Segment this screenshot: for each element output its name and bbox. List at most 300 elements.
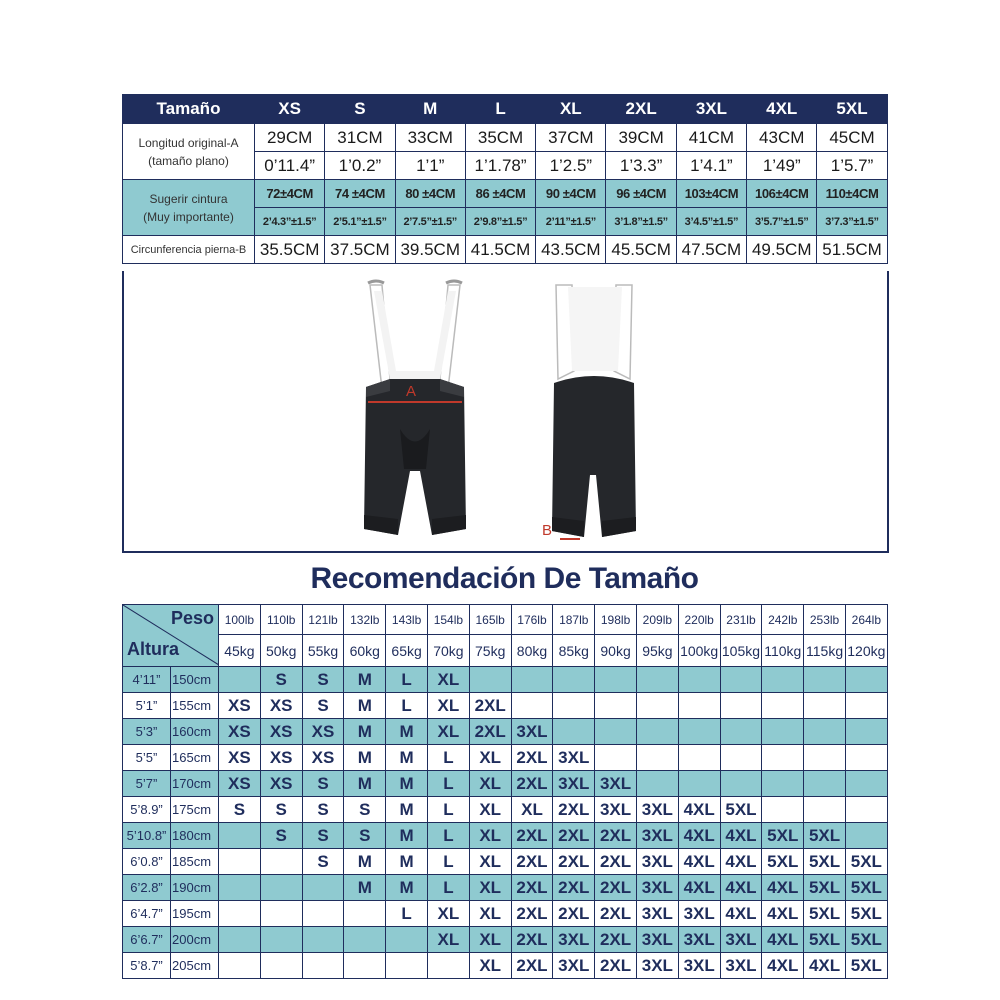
size-cell: 3XL xyxy=(553,927,595,953)
height-cm-cell: 195cm xyxy=(171,901,219,927)
size-cell xyxy=(804,771,846,797)
size-cell xyxy=(260,875,302,901)
weight-lb-cell: 176lb xyxy=(511,605,553,635)
size-cell: XS xyxy=(219,719,261,745)
size-cell: M xyxy=(386,745,428,771)
size-cell: 5XL xyxy=(845,953,887,979)
weight-lb-cell: 121lb xyxy=(302,605,344,635)
leg-cm-cell: 51.5CM xyxy=(817,236,887,264)
leg-cm-cell: 39.5CM xyxy=(395,236,465,264)
size-cell: L xyxy=(386,693,428,719)
size-cell: 3XL xyxy=(595,797,637,823)
height-ft-cell: 6’2.8” xyxy=(123,875,171,901)
height-row xyxy=(123,693,888,719)
weight-lb-cell: 110lb xyxy=(260,605,302,635)
size-cell xyxy=(344,927,386,953)
size-cell: 2XL xyxy=(595,901,637,927)
length-cm-cell: 37CM xyxy=(536,124,606,152)
size-cell: 4XL xyxy=(678,875,720,901)
size-header-xl: XL xyxy=(536,95,606,124)
size-cell xyxy=(595,693,637,719)
height-row xyxy=(123,953,888,979)
size-cell: S xyxy=(302,823,344,849)
bib-shorts-front-image xyxy=(360,279,470,547)
size-cell: 5XL xyxy=(845,875,887,901)
waist-ft-cell: 3’4.5”±1.5” xyxy=(676,208,746,236)
waist-cm-cell: 80 ±4CM xyxy=(395,180,465,208)
length-cm-cell: 41CM xyxy=(676,124,746,152)
size-cell: 5XL xyxy=(804,823,846,849)
weight-kg-cell: 65kg xyxy=(386,635,428,667)
weight-lb-cell: 220lb xyxy=(678,605,720,635)
garment-diagram xyxy=(122,271,889,553)
size-cell xyxy=(302,875,344,901)
size-cell: 2XL xyxy=(595,927,637,953)
size-cell: 2XL xyxy=(469,719,511,745)
peso-altura-corner xyxy=(123,605,219,667)
altura-label: Altura xyxy=(127,639,180,659)
size-cell: XS xyxy=(260,693,302,719)
waist-cm-cell: 96 ±4CM xyxy=(606,180,676,208)
size-cell: L xyxy=(427,745,469,771)
waist-ft-cell: 2’11”±1.5” xyxy=(536,208,606,236)
size-cell xyxy=(678,693,720,719)
size-cell: XS xyxy=(219,745,261,771)
size-cell: XS xyxy=(219,771,261,797)
size-cell: M xyxy=(386,849,428,875)
height-row xyxy=(123,797,888,823)
weight-lb-cell: 154lb xyxy=(427,605,469,635)
size-cell: 2XL xyxy=(553,797,595,823)
size-cell: XS xyxy=(302,719,344,745)
size-cell xyxy=(469,667,511,693)
length-label xyxy=(123,124,255,180)
height-cm-cell: 205cm xyxy=(171,953,219,979)
size-cell: M xyxy=(344,667,386,693)
size-cell: 3XL xyxy=(636,823,678,849)
waist-cm-cell: 86 ±4CM xyxy=(465,180,535,208)
size-cell: 3XL xyxy=(636,797,678,823)
length-ft-cell: 1’0.2” xyxy=(325,152,395,180)
size-cell: M xyxy=(344,875,386,901)
size-cell: XL xyxy=(469,745,511,771)
size-cell xyxy=(636,667,678,693)
size-cell: M xyxy=(386,797,428,823)
weight-kg-cell: 45kg xyxy=(219,635,261,667)
weight-lb-cell: 198lb xyxy=(595,605,637,635)
size-cell xyxy=(386,927,428,953)
size-cell: XL xyxy=(469,875,511,901)
height-cm-cell: 180cm xyxy=(171,823,219,849)
size-cell: S xyxy=(302,849,344,875)
size-cell: XL xyxy=(469,953,511,979)
size-cell xyxy=(636,719,678,745)
waist-cm-cell: 74 ±4CM xyxy=(325,180,395,208)
length-cm-cell: 39CM xyxy=(606,124,676,152)
size-cell: XL xyxy=(469,901,511,927)
weight-lb-cell: 253lb xyxy=(804,605,846,635)
size-cell xyxy=(636,693,678,719)
size-header-3xl: 3XL xyxy=(676,95,746,124)
length-ft-cell: 0’11.4” xyxy=(255,152,325,180)
size-cell: 2XL xyxy=(553,823,595,849)
height-ft-cell: 5’7” xyxy=(123,771,171,797)
size-cell xyxy=(219,875,261,901)
height-ft-cell: 6’6.7” xyxy=(123,927,171,953)
size-cell: 2XL xyxy=(511,849,553,875)
size-cell: M xyxy=(386,719,428,745)
height-row xyxy=(123,771,888,797)
height-ft-cell: 6’4.7” xyxy=(123,901,171,927)
size-cell xyxy=(845,823,887,849)
size-cell xyxy=(762,693,804,719)
size-cell: XS xyxy=(260,745,302,771)
length-cm-cell: 43CM xyxy=(747,124,817,152)
height-cm-cell: 175cm xyxy=(171,797,219,823)
weight-kg-cell: 110kg xyxy=(762,635,804,667)
waist-ft-cell: 3’7.3”±1.5” xyxy=(817,208,887,236)
recommendation-body xyxy=(123,667,888,979)
size-cell: 3XL xyxy=(636,927,678,953)
height-cm-cell: 200cm xyxy=(171,927,219,953)
size-cell: 2XL xyxy=(511,901,553,927)
size-cell: 2XL xyxy=(511,823,553,849)
size-cell: L xyxy=(427,875,469,901)
size-cell: 5XL xyxy=(720,797,762,823)
size-cell: S xyxy=(219,797,261,823)
weight-lb-cell: 143lb xyxy=(386,605,428,635)
height-row xyxy=(123,745,888,771)
size-cell xyxy=(762,797,804,823)
size-cell xyxy=(511,693,553,719)
size-cell: 3XL xyxy=(511,719,553,745)
size-cell xyxy=(845,693,887,719)
size-cell xyxy=(260,927,302,953)
waist-ft-cell: 3’5.7”±1.5” xyxy=(747,208,817,236)
size-cell xyxy=(595,667,637,693)
leg-cm-cell: 41.5CM xyxy=(465,236,535,264)
length-cm-cell: 29CM xyxy=(255,124,325,152)
size-cell xyxy=(427,953,469,979)
size-cell: S xyxy=(260,797,302,823)
size-cell: L xyxy=(427,849,469,875)
size-cell xyxy=(678,719,720,745)
size-cell: XL xyxy=(427,719,469,745)
height-ft-cell: 5’5” xyxy=(123,745,171,771)
size-cell xyxy=(553,693,595,719)
size-cell: 5XL xyxy=(845,927,887,953)
height-cm-cell: 160cm xyxy=(171,719,219,745)
size-cell xyxy=(553,667,595,693)
bib-shorts-back-image xyxy=(550,279,640,547)
leg-cm-cell: 43.5CM xyxy=(536,236,606,264)
waist-label xyxy=(123,180,255,236)
weight-kg-cell: 85kg xyxy=(553,635,595,667)
recommendation-table xyxy=(122,604,888,979)
weight-kg-row xyxy=(123,635,888,667)
size-cell: 3XL xyxy=(636,849,678,875)
leg-row xyxy=(123,236,888,264)
size-cell: 3XL xyxy=(553,771,595,797)
size-cell: XL xyxy=(469,771,511,797)
weight-kg-cell: 60kg xyxy=(344,635,386,667)
weight-lb-cell: 242lb xyxy=(762,605,804,635)
size-cell: 5XL xyxy=(804,901,846,927)
size-cell xyxy=(260,953,302,979)
size-cell: 5XL xyxy=(845,849,887,875)
length-cm-cell: 33CM xyxy=(395,124,465,152)
size-header-row xyxy=(123,95,888,124)
height-ft-cell: 4’11” xyxy=(123,667,171,693)
size-cell: 2XL xyxy=(595,849,637,875)
height-cm-cell: 165cm xyxy=(171,745,219,771)
leg-cm-cell: 47.5CM xyxy=(676,236,746,264)
size-cell: 4XL xyxy=(762,901,804,927)
size-header-l: L xyxy=(465,95,535,124)
size-cell xyxy=(762,771,804,797)
size-cell: S xyxy=(260,823,302,849)
length-cm-row xyxy=(123,124,888,152)
size-cell: 2XL xyxy=(511,771,553,797)
size-cell: XS xyxy=(260,771,302,797)
size-cell: 5XL xyxy=(762,849,804,875)
leg-cm-cell: 35.5CM xyxy=(255,236,325,264)
size-cell xyxy=(553,719,595,745)
weight-lb-cell: 209lb xyxy=(636,605,678,635)
size-cell xyxy=(260,849,302,875)
size-cell xyxy=(678,667,720,693)
size-cell: 2XL xyxy=(511,953,553,979)
size-cell xyxy=(386,953,428,979)
size-cell xyxy=(720,667,762,693)
size-cell: 2XL xyxy=(553,875,595,901)
size-cell xyxy=(804,693,846,719)
length-ft-cell: 1’1.78” xyxy=(465,152,535,180)
marker-b-label: B xyxy=(542,522,553,539)
size-cell xyxy=(219,927,261,953)
size-cell xyxy=(260,901,302,927)
size-cell: L xyxy=(427,797,469,823)
size-header-2xl: 2XL xyxy=(606,95,676,124)
size-cell: XL xyxy=(427,901,469,927)
height-row xyxy=(123,901,888,927)
size-header-5xl: 5XL xyxy=(817,95,887,124)
waist-ft-cell: 2’7.5”±1.5” xyxy=(395,208,465,236)
size-header-4xl: 4XL xyxy=(747,95,817,124)
size-cell: 2XL xyxy=(595,823,637,849)
size-cell xyxy=(511,667,553,693)
size-cell xyxy=(845,797,887,823)
size-cell xyxy=(595,719,637,745)
size-cell: 2XL xyxy=(595,875,637,901)
size-cell: 3XL xyxy=(678,953,720,979)
waist-ft-cell: 3’1.8”±1.5” xyxy=(606,208,676,236)
size-cell xyxy=(845,771,887,797)
size-cell: S xyxy=(302,797,344,823)
size-header-m: M xyxy=(395,95,465,124)
weight-lb-cell: 187lb xyxy=(553,605,595,635)
weight-kg-cell: 50kg xyxy=(260,635,302,667)
height-row xyxy=(123,875,888,901)
size-cell: 3XL xyxy=(720,953,762,979)
size-cell xyxy=(845,667,887,693)
size-cell: 4XL xyxy=(720,849,762,875)
size-cell: 4XL xyxy=(720,901,762,927)
size-cell: 4XL xyxy=(762,953,804,979)
size-cell: 5XL xyxy=(804,875,846,901)
weight-kg-cell: 120kg xyxy=(845,635,887,667)
size-cell: 2XL xyxy=(553,901,595,927)
size-cell: L xyxy=(427,771,469,797)
weight-kg-cell: 55kg xyxy=(302,635,344,667)
length-cm-cell: 35CM xyxy=(465,124,535,152)
size-chart-table xyxy=(122,94,887,264)
waist-ft-cell: 2’5.1”±1.5” xyxy=(325,208,395,236)
length-cm-cell: 31CM xyxy=(325,124,395,152)
size-cell: XS xyxy=(219,693,261,719)
size-cell xyxy=(344,901,386,927)
size-cell: 4XL xyxy=(720,875,762,901)
weight-lb-cell: 132lb xyxy=(344,605,386,635)
size-cell: M xyxy=(344,849,386,875)
size-header-s: S xyxy=(325,95,395,124)
size-cell xyxy=(595,745,637,771)
size-cell xyxy=(219,667,261,693)
size-cell xyxy=(845,745,887,771)
length-ft-cell: 1’1” xyxy=(395,152,465,180)
size-cell xyxy=(720,719,762,745)
weight-lb-cell: 100lb xyxy=(219,605,261,635)
size-cell: 4XL xyxy=(678,849,720,875)
length-ft-cell: 1’2.5” xyxy=(536,152,606,180)
size-cell: 3XL xyxy=(678,927,720,953)
size-cell xyxy=(845,719,887,745)
leg-cm-cell: 49.5CM xyxy=(747,236,817,264)
height-row xyxy=(123,927,888,953)
waist-label-line1: Sugerir cintura xyxy=(149,191,228,206)
height-ft-cell: 5’8.9” xyxy=(123,797,171,823)
size-cell: XS xyxy=(260,719,302,745)
size-cell: 5XL xyxy=(804,849,846,875)
size-cell: 5XL xyxy=(845,901,887,927)
size-cell xyxy=(302,901,344,927)
length-ft-cell: 1’49” xyxy=(747,152,817,180)
size-cell: XS xyxy=(302,745,344,771)
height-row xyxy=(123,667,888,693)
size-cell xyxy=(344,953,386,979)
size-cell: XL xyxy=(469,797,511,823)
size-cell xyxy=(219,849,261,875)
height-ft-cell: 5’3” xyxy=(123,719,171,745)
size-cell: XL xyxy=(427,667,469,693)
size-cell: 2XL xyxy=(511,875,553,901)
size-cell: 3XL xyxy=(636,875,678,901)
size-cell: 4XL xyxy=(804,953,846,979)
size-cell: 3XL xyxy=(636,901,678,927)
size-cell: XL xyxy=(469,927,511,953)
height-row xyxy=(123,823,888,849)
size-cell xyxy=(804,719,846,745)
size-cell: M xyxy=(344,771,386,797)
size-cell: 2XL xyxy=(595,953,637,979)
waist-cm-cell: 103±4CM xyxy=(676,180,746,208)
height-row xyxy=(123,719,888,745)
waist-ft-cell: 2’4.3”±1.5” xyxy=(255,208,325,236)
size-cell: 3XL xyxy=(678,901,720,927)
size-cell: S xyxy=(302,667,344,693)
waist-cm-cell: 110±4CM xyxy=(817,180,887,208)
height-cm-cell: 155cm xyxy=(171,693,219,719)
size-cell: S xyxy=(260,667,302,693)
leg-cm-cell: 37.5CM xyxy=(325,236,395,264)
size-cell xyxy=(762,745,804,771)
leg-cm-cell: 45.5CM xyxy=(606,236,676,264)
waist-cm-row xyxy=(123,180,888,208)
length-cm-cell: 45CM xyxy=(817,124,887,152)
size-cell: S xyxy=(302,771,344,797)
waist-cm-cell: 72±4CM xyxy=(255,180,325,208)
size-cell: 4XL xyxy=(720,823,762,849)
height-ft-cell: 5’1” xyxy=(123,693,171,719)
height-ft-cell: 6’0.8” xyxy=(123,849,171,875)
size-cell: S xyxy=(302,693,344,719)
size-cell xyxy=(636,771,678,797)
length-ft-cell: 1’3.3” xyxy=(606,152,676,180)
marker-a-label: A xyxy=(406,383,417,400)
size-cell xyxy=(219,901,261,927)
size-cell: 3XL xyxy=(720,927,762,953)
size-cell: XL xyxy=(427,693,469,719)
size-cell: M xyxy=(344,693,386,719)
size-cell: 2XL xyxy=(511,927,553,953)
length-ft-cell: 1’5.7” xyxy=(817,152,887,180)
size-header-xs: XS xyxy=(255,95,325,124)
weight-lb-row xyxy=(123,605,888,635)
size-cell xyxy=(720,771,762,797)
height-ft-cell: 5’8.7” xyxy=(123,953,171,979)
waist-ft-cell: 2’9.8”±1.5” xyxy=(465,208,535,236)
length-label-line2: (tamaño plano) xyxy=(148,153,229,168)
size-cell: M xyxy=(344,745,386,771)
recommendation-title: Recomendación De Tamaño xyxy=(310,562,699,595)
weight-kg-cell: 80kg xyxy=(511,635,553,667)
size-cell xyxy=(762,719,804,745)
waist-cm-cell: 106±4CM xyxy=(747,180,817,208)
size-cell xyxy=(720,745,762,771)
size-cell: 3XL xyxy=(553,745,595,771)
weight-kg-cell: 115kg xyxy=(804,635,846,667)
size-cell xyxy=(804,667,846,693)
size-cell: XL xyxy=(469,849,511,875)
size-cell: 4XL xyxy=(762,875,804,901)
weight-kg-cell: 90kg xyxy=(595,635,637,667)
weight-lb-cell: 264lb xyxy=(845,605,887,635)
weight-lb-cell: 231lb xyxy=(720,605,762,635)
size-cell: XL xyxy=(427,927,469,953)
height-row xyxy=(123,849,888,875)
size-cell xyxy=(219,823,261,849)
size-cell: M xyxy=(386,823,428,849)
weight-kg-cell: 75kg xyxy=(469,635,511,667)
size-cell: 2XL xyxy=(469,693,511,719)
length-ft-cell: 1’4.1” xyxy=(676,152,746,180)
height-cm-cell: 170cm xyxy=(171,771,219,797)
height-ft-cell: 5’10.8” xyxy=(123,823,171,849)
size-cell: L xyxy=(386,901,428,927)
length-label-line1: Longitud original-A xyxy=(138,135,239,150)
size-cell: 4XL xyxy=(678,797,720,823)
size-cell: S xyxy=(344,797,386,823)
